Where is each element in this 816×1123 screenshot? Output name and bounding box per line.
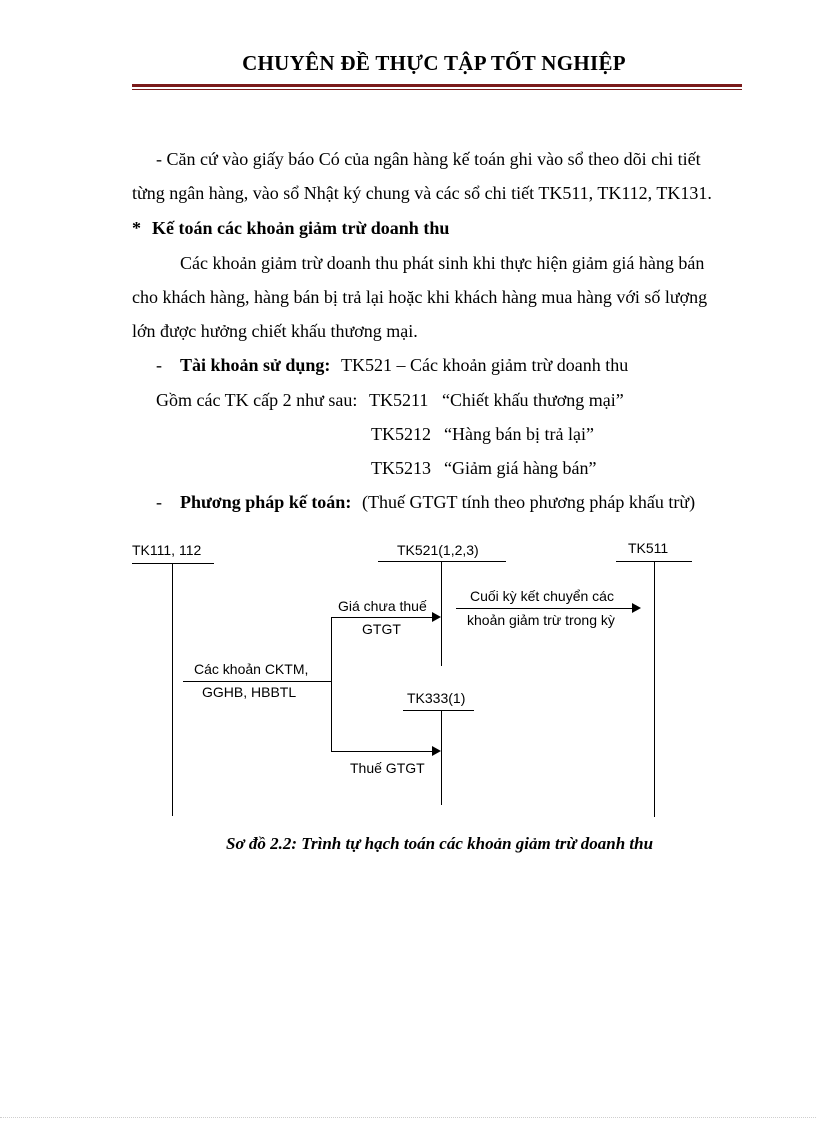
arrow-to-tk333-head — [432, 746, 441, 756]
bullet-account: - — [156, 355, 162, 375]
sub-account-code: TK5213 — [371, 458, 431, 478]
arrow-to-tk511-shaft — [456, 608, 633, 609]
header-rule-thick — [132, 84, 742, 87]
paragraph-2-line-3: lớn được hưởng chiết khấu thương mại. — [132, 321, 418, 341]
account-tk333-label: TK333(1) — [407, 690, 466, 706]
paragraph-1-line-2: từng ngân hàng, vào sổ Nhật ký chung và các sổ chi tiết TK511, TK112, TK131. — [132, 183, 712, 203]
method-text: (Thuế GTGT tính theo phương pháp khấu trừ) — [362, 492, 696, 512]
section-heading: Kế toán các khoản giảm trừ doanh thu — [152, 218, 450, 238]
sub-account-name: “Chiết khấu thương mại” — [442, 390, 624, 410]
deduction-label-line-2: GGHB, HBBTL — [202, 684, 297, 700]
paragraph-2-line-2: cho khách hàng, hàng bán bị trả lại hoặc khi khách hàng mua hàng với số lượng — [132, 287, 708, 307]
deduction-label-line-1: Các khoản CKTM, — [194, 661, 309, 677]
closing-label-line-2: khoản giảm trừ trong kỳ — [467, 612, 615, 628]
arrow-to-tk521-shaft — [331, 617, 432, 618]
account-tk521-axis — [441, 561, 442, 666]
bullet-method: - — [156, 492, 162, 512]
sub-account-name: “Giảm giá hàng bán” — [444, 458, 597, 478]
account-tk111-112-label: TK111, 112 — [132, 542, 202, 558]
page-header-title: CHUYÊN ĐỀ THỰC TẬP TỐT NGHIỆP — [242, 51, 626, 75]
paragraph-2-line-1: Các khoản giảm trừ doanh thu phát sinh khi thực hiện giảm giá hàng bán — [180, 253, 705, 273]
account-tk511-label: TK511 — [628, 540, 669, 556]
account-text: TK521 – Các khoản giảm trừ doanh thu — [341, 355, 629, 375]
branch-connector — [331, 617, 332, 752]
sub-accounts-intro: Gồm các TK cấp 2 như sau: — [156, 390, 358, 410]
method-label: Phương pháp kế toán: — [180, 492, 352, 512]
page-bottom-border — [0, 1117, 816, 1118]
vat-label: Thuế GTGT — [350, 760, 425, 776]
diagram-caption: Sơ đồ 2.2: Trình tự hạch toán các khoản giảm trừ doanh thu — [226, 834, 654, 853]
arrow-to-tk521-head — [432, 612, 441, 622]
arrow-to-tk511-head — [632, 603, 641, 613]
sub-account-code: TK5211 — [369, 390, 429, 410]
section-marker: * — [132, 218, 141, 238]
arrow-to-tk333-shaft — [331, 751, 432, 752]
account-label: Tài khoản sử dụng: — [180, 355, 331, 375]
account-tk333-underline — [403, 710, 474, 711]
account-tk111-112-axis — [172, 564, 173, 816]
sub-account-code: TK5212 — [371, 424, 431, 444]
account-tk521-underline — [378, 561, 506, 562]
account-tk521-label: TK521(1,2,3) — [397, 542, 479, 558]
account-tk333-axis — [441, 710, 442, 805]
account-tk511-axis — [654, 561, 655, 817]
price-label-line-2: GTGT — [362, 621, 401, 637]
closing-label-line-1: Cuối kỳ kết chuyển các — [470, 588, 614, 604]
header-rule-thin — [132, 89, 742, 90]
account-tk111-112-underline — [132, 563, 214, 564]
price-label-line-1: Giá chưa thuế — [338, 598, 427, 614]
deduction-underline — [183, 681, 331, 682]
sub-account-name: “Hàng bán bị trả lại” — [444, 424, 594, 444]
paragraph-1-line-1: - Căn cứ vào giấy báo Có của ngân hàng kế toán ghi vào sổ theo dõi chi tiết — [156, 149, 701, 169]
